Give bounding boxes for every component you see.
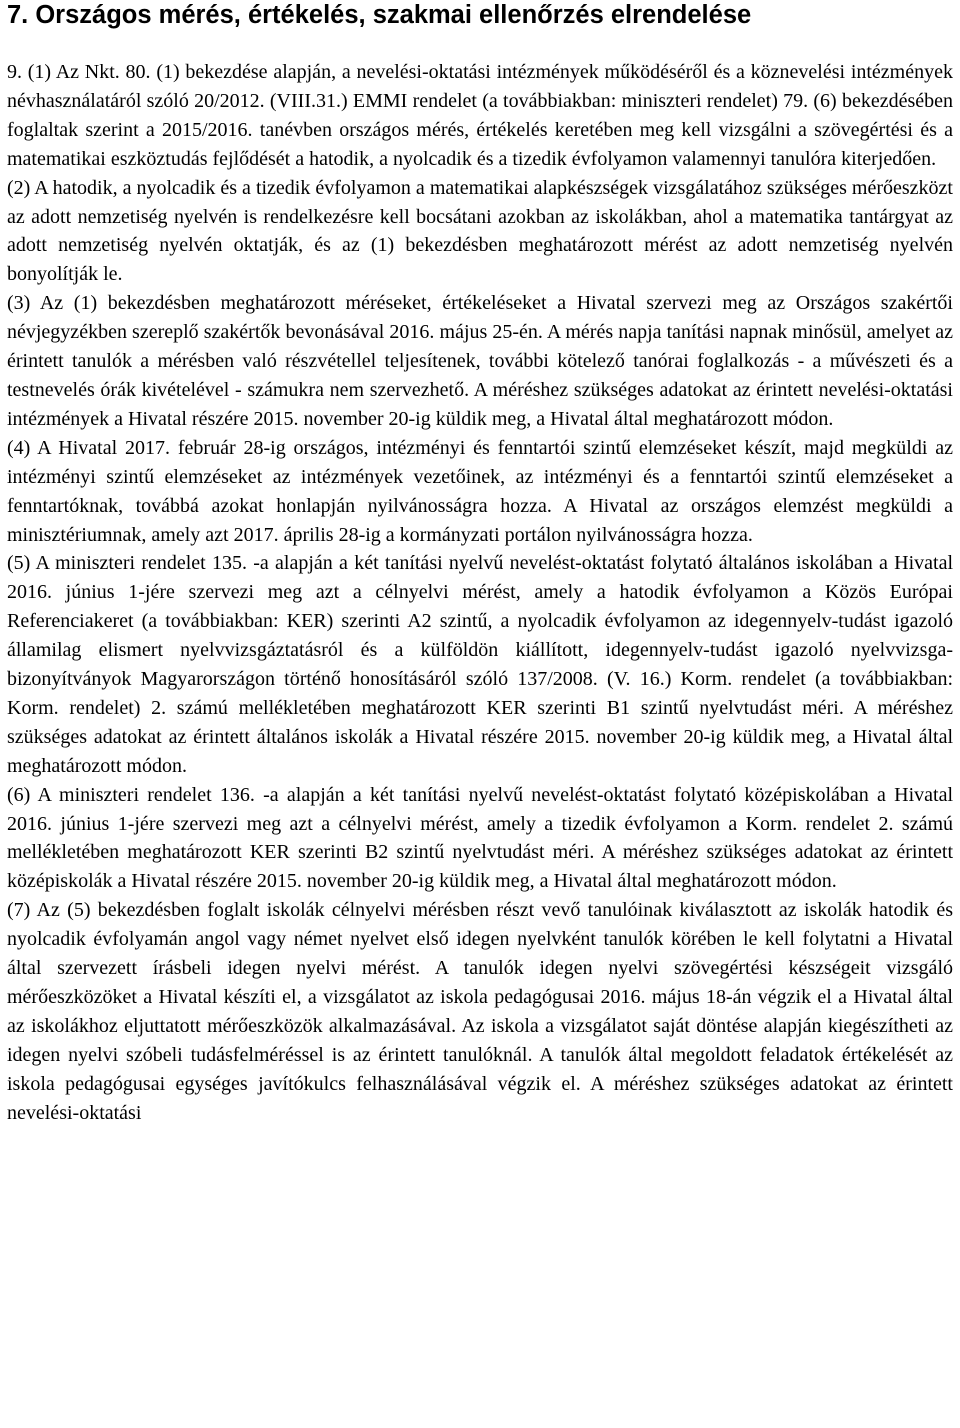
paragraph-5: (5) A miniszteri rendelet 135. -a alapján a két tanítási nyelvű nevelést-oktatást folytató általános iskolában a Hivatal 2016. június 1-jére szervezi meg azt a célnyelvi mérést, amely a hatodik évfolyamon a Közös Európai Referenciakeret (a továbbiakban: KER) szerinti A2 szintű, a nyolcadik évfolyamon az idegennyelv-tudást igazoló államilag elismert nyelvvizsgáztatásról és a külföldön kiállított, idegennyelv-tudást igazoló nyelvvizsga-bizonyítványok Magyarországon történő honosításáról szóló 137/2008. (V. 16.) Korm. rendelet (a továbbiakban: Korm. rendelet) 2. számú mellékletében meghatározott KER szerinti B1 szintű nyelvtudást méri. A méréshez szükséges adatokat az érintett általános iskolák a Hivatal részére 2015. november 20-ig küldik meg, a Hivatal által meghatározott módon. (7, 552, 953, 777)
section-heading: 7. Országos mérés, értékelés, szakmai ellenőrzés elrendelése (7, 1, 752, 29)
paragraph-4: (4) A Hivatal 2017. február 28-ig országos, intézményi és fenntartói szintű elemzéseket készít, majd megküldi az intézményi szintű elemzéseket az intézmények vezetőinek, az intézményi és a fenntartói szintű elemzéseket a fenntartóknak, továbbá azokat honlapján nyilvánosságra hozza. A Hivatal az országos elemzést megküldi a minisztériumnak, amely azt 2017. április 28-ig a kormányzati portálon nyilvánosságra hozza. (7, 436, 953, 546)
paragraph-2: (2) A hatodik, a nyolcadik és a tizedik évfolyamon a matematikai alapkészségek vizsgálatához szükséges mérőeszközt az adott nemzetiség nyelvén is rendelkezésre kell bocsátani azokban az iskolákban, ahol a matematika tantárgyat az adott nemzetiség nyelvén oktatják, és az (1) bekezdésben meghatározott mérést az adott nemzetiség nyelvén bonyolítják le. (7, 176, 953, 286)
paragraph-7: (7) Az (5) bekezdésben foglalt iskolák célnyelvi mérésben részt vevő tanulóinak kiválasztott az iskolák hatodik és nyolcadik évfolyamán angol vagy német nyelvet első idegen nyelvként tanulók körében le kell folytatni a Hivatal által szervezett írásbeli idegen nyelvi mérést. A tanulók idegen nyelvi szövegértési készségeit vizsgáló mérőeszközöket a Hivatal készíti el, a vizsgálatot az iskola pedagógusai 2016. május 18-án végzik el a Hivatal által az iskolákhoz eljuttatott mérőeszközök alkalmazásával. Az iskola a vizsgálatot saját döntése alapján kiegészítheti az idegen nyelvi szóbeli tudásfelméréssel is az érintett tanulóknál. A tanulók által megoldott feladatok értékelését az iskola pedagógusai egységes javítókulcs felhasználásával végzik el. A méréshez szükséges adatokat az érintett nevelési-oktatási (7, 899, 953, 1124)
document-page (7, 0, 953, 1128)
paragraph-1: 9. (1) Az Nkt. 80. (1) bekezdése alapján, a nevelési-oktatási intézmények működéséről és a köznevelési intézmények névhasználatáról szóló 20/2012. (VIII.31.) EMMI rendelet (a továbbiakban: miniszteri rendelet) 79. (6) bekezdésében foglaltak szerint a 2015/2016. tanévben országos mérés, értékelés keretében meg kell vizsgálni a szövegértési és a matematikai eszköztudás fejlődését a hatodik, a nyolcadik és a tizedik évfolyamon valamennyi tanulóra kiterjedően. (7, 61, 953, 170)
paragraph-3: (3) Az (1) bekezdésben meghatározott méréseket, értékeléseket a Hivatal szervezi meg az Országos szakértői névjegyzékben szereplő szakértők bevonásával 2016. május 25-én. A mérés napja tanítási napnak minősül, amelyet az érintett tanulók a mérésben való részvétellel teljesítenek, további kötelező tanórai foglalkozás - a művészeti és a testnevelés órák kivételével - számukra nem szervezhető. A méréshez szükséges adatokat az érintett nevelési-oktatási intézmények a Hivatal részére 2015. november 20-ig küldik meg, a Hivatal által meghatározott módon. (7, 292, 953, 430)
document-body (7, 58, 953, 1128)
paragraph-6: (6) A miniszteri rendelet 136. -a alapján a két tanítási nyelvű nevelést-oktatást folytató középiskolában a Hivatal 2016. június 1-jére szervezi meg azt a célnyelvi mérést, amely a tizedik évfolyamon a Korm. rendelet 2. számú mellékletében meghatározott KER szerinti B2 szintű nyelvtudást méri. A méréshez szükséges adatokat az érintett középiskolák a Hivatal részére 2015. november 20-ig küldik meg, a Hivatal által meghatározott módon. (7, 783, 953, 893)
